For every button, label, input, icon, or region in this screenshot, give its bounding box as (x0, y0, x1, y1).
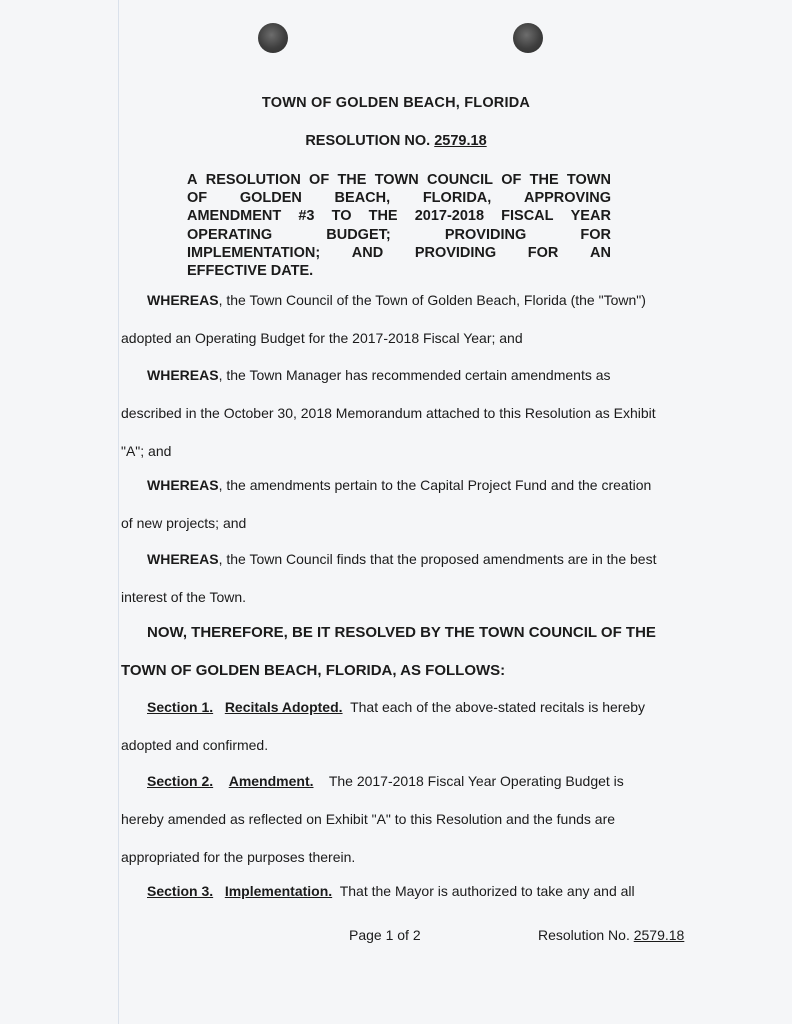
caption-line-2: OF GOLDEN BEACH, FLORIDA, APPROVING (187, 190, 611, 207)
whereas-paragraph-1: WHEREAS, the Town Council of the Town of Golden Beach, Florida (the "Town") adopted an Operating Budget for the 2017-2018 Fiscal Year; and (121, 292, 646, 346)
punch-hole-right (513, 23, 543, 53)
punch-hole-left (258, 23, 288, 53)
section-3: Section 3. Implementation. That the Mayor is authorized to take any and all (147, 883, 635, 899)
caption-line-3: AMENDMENT #3 TO THE 2017-2018 FISCAL YEAR (187, 208, 611, 225)
caption-line-6: EFFECTIVE DATE. (187, 263, 314, 280)
caption-line-1: A RESOLUTION OF THE TOWN COUNCIL OF THE TOWN (187, 172, 611, 188)
footer-resolution: Resolution No. 2579.18 (538, 927, 685, 943)
caption-line-4: OPERATING BUDGET; PROVIDING FOR (187, 226, 611, 243)
resolution-number: 2579.18 (434, 133, 487, 149)
whereas-paragraph-2: WHEREAS, the Town Manager has recommended certain amendments as described in the October 30, 2018 Memorandum attached to this Resolution as Exhibit "A"; and (121, 367, 656, 459)
page-number: Page 1 of 2 (349, 927, 421, 943)
resolution-caption (187, 171, 611, 280)
whereas-paragraph-3: WHEREAS, the amendments pertain to the Capital Project Fund and the creation of new projects; and (121, 477, 652, 531)
caption-line-5: IMPLEMENTATION; AND PROVIDING FOR AN (187, 244, 611, 261)
resolution-label: RESOLUTION NO. (305, 133, 431, 149)
margin-rule (118, 0, 119, 1024)
section-2: Section 2. Amendment. The 2017-2018 Fiscal Year Operating Budget is hereby amended as reflected on Exhibit "A" to this Resolution and the funds are appropriated for the purposes therein. (121, 773, 624, 865)
town-heading: TOWN OF GOLDEN BEACH, FLORIDA (261, 95, 531, 111)
section-1: Section 1. Recitals Adopted. That each of the above-stated recitals is hereby adopted and confirmed. (121, 699, 646, 753)
whereas-paragraph-4: WHEREAS, the Town Council finds that the proposed amendments are in the best interest of the Town. (121, 551, 657, 605)
resolution-heading (0, 133, 792, 149)
resolved-clause: NOW, THEREFORE, BE IT RESOLVED BY THE TOWN COUNCIL OF THE TOWN OF GOLDEN BEACH, FLORIDA, AS FOLLOWS: (121, 624, 656, 679)
